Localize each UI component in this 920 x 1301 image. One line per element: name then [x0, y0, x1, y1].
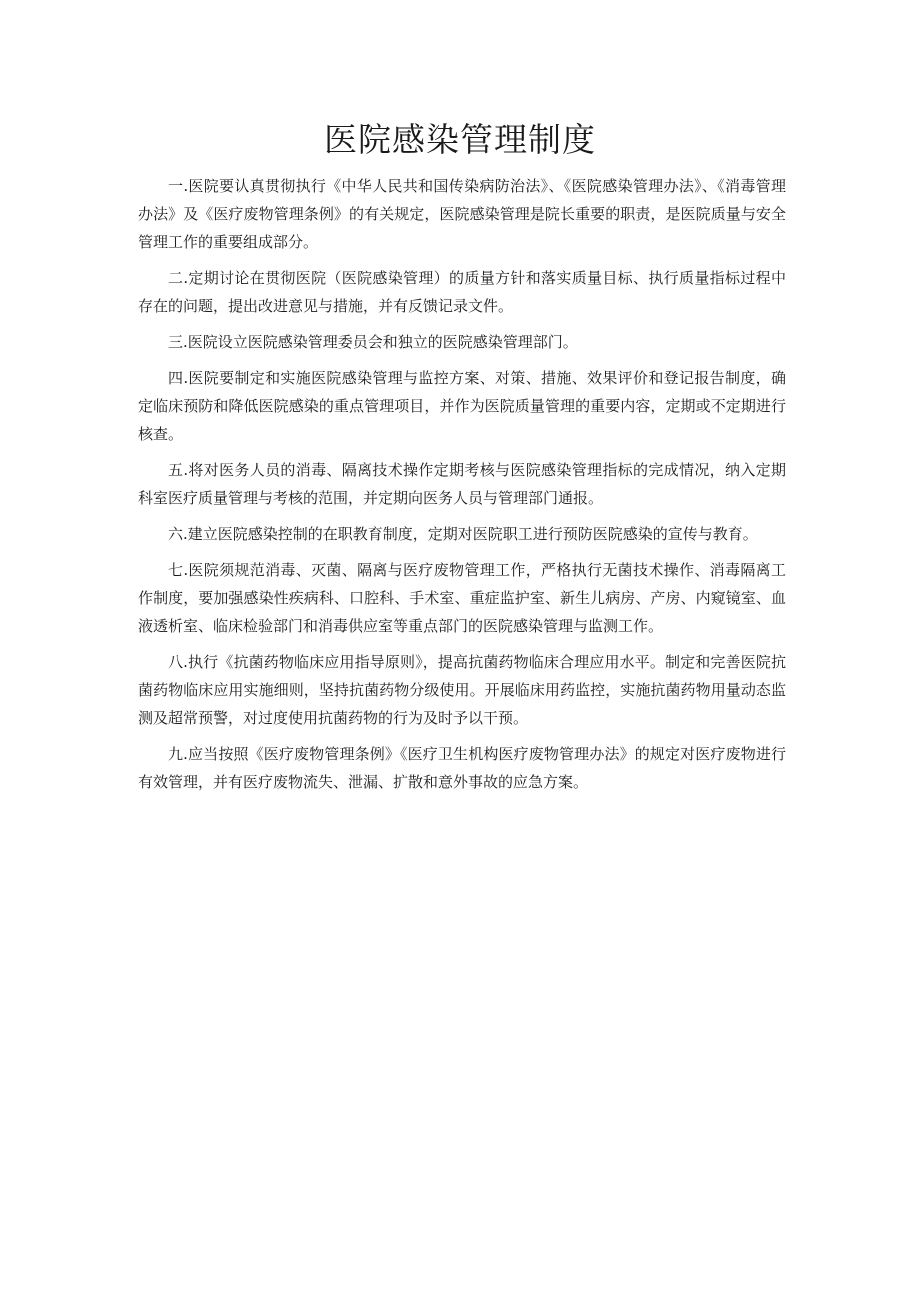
paragraph-4: 四.医院要制定和实施医院感染管理与监控方案、对策、措施、效果评价和登记报告制度，确定临床预防和降低医院感染的重点管理项目，并作为医院质量管理的重要内容，定期或不定期进行核查。 [138, 369, 786, 443]
paragraph-9: 九.应当按照《医疗废物管理条例》《医疗卫生机构医疗废物管理办法》的规定对医疗废物进行有效管理，并有医疗废物流失、泄漏、扩散和意外事故的应急方案。 [138, 745, 786, 791]
paragraph-2: 二.定期讨论在贯彻医院（医院感染管理）的质量方针和落实质量目标、执行质量指标过程中存在的问题，提出改进意见与措施，并有反馈记录文件。 [138, 269, 786, 315]
paragraph-7: 七.医院须规范消毒、灭菌、隔离与医疗废物管理工作，严格执行无菌技术操作、消毒隔离工作制度，要加强感染性疾病科、口腔科、手术室、重症监护室、新生儿病房、产房、内窥镜室、血液透析室、临床检验部门和消毒供应室等重点部门的医院感染管理与监测工作。 [138, 561, 786, 635]
paragraph-6: 六.建立医院感染控制的在职教育制度，定期对医院职工进行预防医院感染的宣传与教育。 [168, 525, 758, 543]
document-title: 医院感染管理制度 [324, 120, 596, 159]
paragraph-1: 一.医院要认真贯彻执行《中华人民共和国传染病防治法》、《医院感染管理办法》、《消毒管理办法》及《医疗废物管理条例》的有关规定，医院感染管理是院长重要的职责，是医院质量与安全管理工作的重要组成部分。 [138, 177, 786, 251]
document-body [138, 172, 786, 804]
paragraph-8: 八.执行《抗菌药物临床应用指导原则》，提高抗菌药物临床合理应用水平。制定和完善医院抗菌药物临床应用实施细则，坚持抗菌药物分级使用。开展临床用药监控，实施抗菌药物用量动态监测及超常预警，对过度使用抗菌药物的行为及时予以干预。 [138, 653, 786, 727]
paragraph-5: 五.将对医务人员的消毒、隔离技术操作定期考核与医院感染管理指标的完成情况，纳入定期科室医疗质量管理与考核的范围，并定期向医务人员与管理部门通报。 [138, 461, 786, 507]
paragraph-3: 三.医院设立医院感染管理委员会和独立的医院感染管理部门。 [168, 333, 578, 351]
